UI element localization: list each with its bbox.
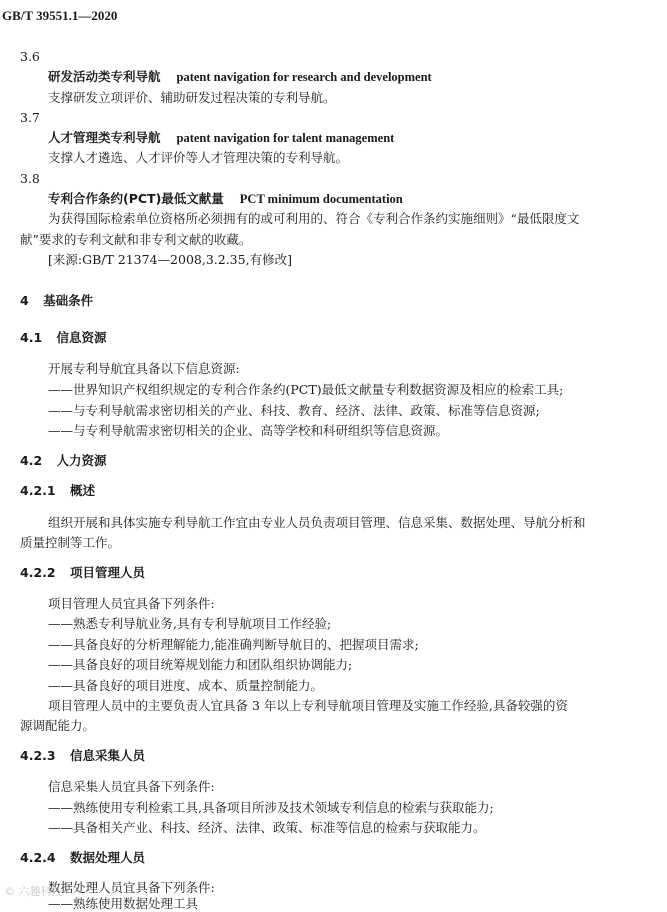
standard-code: GB/T 39551.1—2020 [2, 8, 118, 23]
section-number: 4.2.4 [20, 850, 56, 865]
section-title: 概述 [69, 483, 95, 498]
term-definition: 支撑人才遴选、人才评价等人才管理决策的专利导航。 [48, 150, 349, 165]
paragraph: 开展专利导航宜具备以下信息资源: [48, 361, 240, 376]
section-title: 项目管理人员 [69, 565, 145, 580]
term-definition-line2: 献”要求的专利文献和非专利文献的收藏。 [20, 232, 252, 247]
term-cn: 专利合作条约(PCT)最低文献量 [48, 191, 224, 206]
section-number: 4.2.3 [20, 748, 56, 763]
paragraph: 项目管理人员宜具备下列条件: [48, 596, 215, 611]
section-heading-4-1 [20, 330, 107, 346]
section-title: 信息资源 [56, 330, 107, 345]
section-number: 4.2.1 [20, 483, 56, 498]
section-heading-4-2-4 [20, 850, 145, 866]
section-title: 基础条件 [43, 293, 94, 308]
clause-number: 3.8 [20, 171, 40, 186]
list-item: ——熟悉专利导航业务,具有专利导航项目工作经验; [48, 616, 332, 631]
list-item: ——具备良好的项目进度、成本、质量控制能力。 [48, 678, 324, 693]
list-item: ——与专利导航需求密切相关的企业、高等学校和科研组织等信息资源。 [48, 423, 449, 438]
clause-number: 3.7 [20, 110, 40, 125]
section-heading-4-2-2 [20, 565, 145, 581]
paragraph-line1: 组织开展和具体实施专利导航工作宜由专业人员负责项目管理、信息采集、数据处理、导航分析和 [48, 515, 586, 530]
term-en: patent navigation for research and development [176, 70, 432, 84]
section-number: 4.1 [20, 330, 43, 345]
term-source: [来源:GB/T 21374—2008,3.2.35,有修改] [48, 252, 292, 267]
term-definition-line1: 为获得国际检索单位资格所必须拥有的或可利用的、符合《专利合作条约实施细则》“最低限度文 [48, 211, 580, 226]
section-number: 4.2 [20, 453, 43, 468]
list-item: ——熟练使用专利检索工具,具备项目所涉及技术领域专利信息的检索与获取能力; [48, 800, 494, 815]
list-item: ——世界知识产权组织规定的专利合作条约(PCT)最低文献量专利数据资源及相应的检索工具; [48, 382, 564, 397]
section-heading-4-2-1 [20, 483, 95, 499]
term-heading [48, 191, 403, 207]
term-en: PCT minimum documentation [239, 192, 403, 206]
term-definition: 支撑研发立项评价、辅助研发过程决策的专利导航。 [48, 90, 336, 105]
term-en: patent navigation for talent management [176, 131, 395, 145]
paragraph-line1: 项目管理人员中的主要负责人宜具备 3 年以上专利导航项目管理及实施工作经验,具备较强的资 [48, 698, 568, 713]
watermark: © 六趣科技 [4, 885, 63, 898]
list-item-partial: ——熟练使用数据处理工具 [48, 896, 199, 911]
list-item: ——具备良好的项目统筹规划能力和团队组织协调能力; [48, 657, 353, 672]
list-item: ——与专利导航需求密切相关的产业、科技、教育、经济、法律、政策、标准等信息资源; [48, 403, 540, 418]
section-heading-4 [20, 293, 93, 309]
paragraph: 信息采集人员宜具备下列条件: [48, 779, 215, 794]
term-heading [48, 130, 394, 146]
paragraph: 数据处理人员宜具备下列条件: [48, 880, 215, 895]
list-item: ——具备良好的分析理解能力,能准确判断导航目的、把握项目需求; [48, 637, 419, 652]
section-number: 4.2.2 [20, 565, 56, 580]
section-heading-4-2-3 [20, 748, 145, 764]
term-heading [48, 69, 432, 85]
clause-number: 3.6 [20, 49, 40, 64]
paragraph-line2: 质量控制等工作。 [20, 535, 121, 550]
paragraph-line2: 源调配能力。 [20, 718, 96, 733]
section-heading-4-2 [20, 453, 107, 469]
section-title: 人力资源 [56, 453, 107, 468]
section-title: 数据处理人员 [69, 850, 145, 865]
term-cn: 人才管理类专利导航 [48, 130, 161, 145]
section-number: 4 [20, 293, 29, 308]
list-item: ——具备相关产业、科技、经济、法律、政策、标准等信息的检索与获取能力。 [48, 820, 486, 835]
section-title: 信息采集人员 [69, 748, 145, 763]
term-cn: 研发活动类专利导航 [48, 69, 161, 84]
